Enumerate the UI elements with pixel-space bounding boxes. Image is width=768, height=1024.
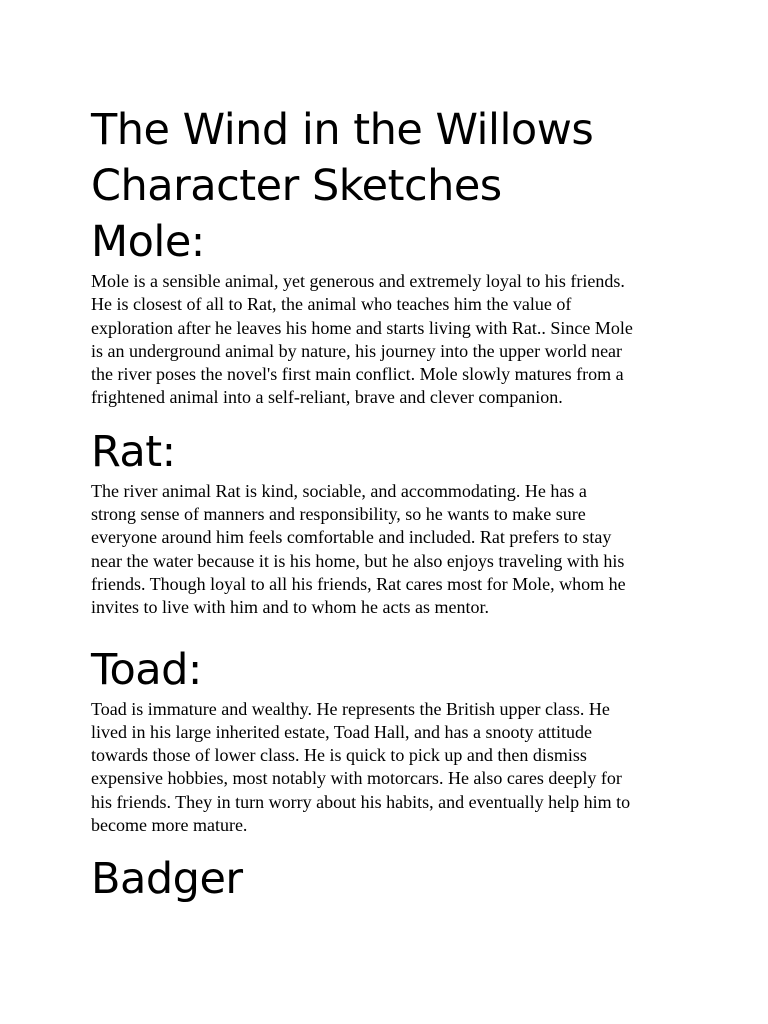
section-heading-rat: Rat: [91, 426, 176, 477]
section-body-toad: Toad is immature and wealthy. He represents the British upper class. He lived in his large inherited estate, Toad Hall, and has a snooty attitude towards those of lower class. He is quick to pick up and then dismiss expensive hobbies, most notably with motorcars. He also cares deeply for his friends. They in turn worry about his habits, and eventually help him to become more mature. [91, 698, 631, 836]
document-page [91, 102, 691, 907]
section-body-rat: The river animal Rat is kind, sociable, and accommodating. He has a strong sense of manners and responsibility, so he wants to make sure everyone around him feels comfortable and included. Rat prefers to stay near the water because it is his home, but he also enjoys traveling with his friends. Though loyal to all his friends, Rat cares most for Mole, whom he invites to live with him and to whom he acts as mentor. [91, 480, 626, 618]
section-heading-toad: Toad: [91, 644, 202, 695]
title-line-2: Character Sketches [91, 161, 502, 211]
section-heading-mole: Mole: [91, 217, 205, 267]
section-heading-badger: Badger [91, 854, 243, 905]
title-line-1: The Wind in the Willows [91, 105, 594, 155]
section-body-mole: Mole is a sensible animal, yet generous and extremely loyal to his friends. He is closest of all to Rat, the animal who teaches him the value of exploration after he leaves his home and starts living with Rat.. Since Mole is an underground animal by nature, his journey into the upper world near the river poses the novel's first main conflict. Mole slowly matures from a frightened animal into a self-reliant, brave and clever companion. [91, 271, 633, 408]
document-title [91, 102, 691, 214]
